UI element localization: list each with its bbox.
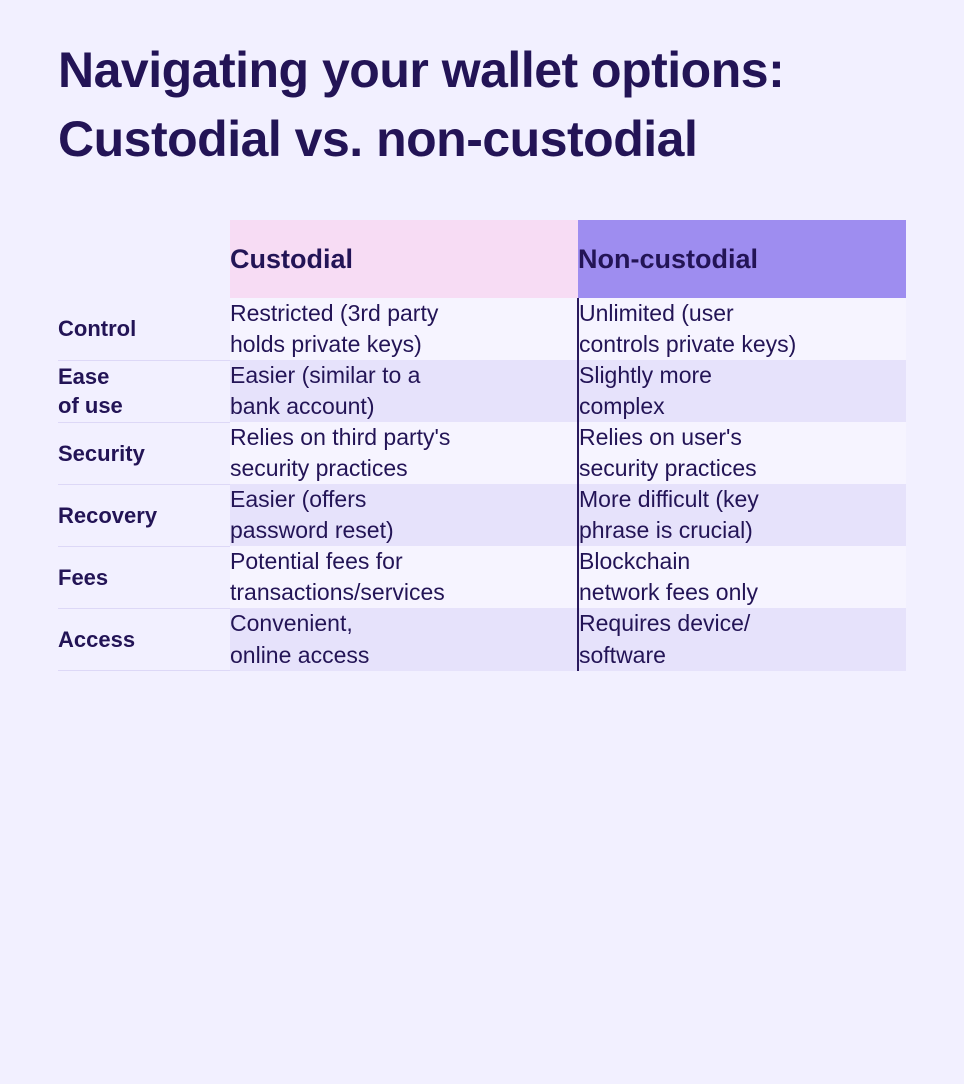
page-title-line-1: Navigating your wallet options:: [58, 42, 785, 98]
row-label-ease-of-use: Ease of use: [58, 360, 230, 422]
page-title-line-2: Custodial vs. non-custodial: [58, 111, 698, 167]
table-header: [58, 220, 906, 298]
cell-custodial-ease-of-use: Easier (similar to a bank account): [230, 360, 578, 422]
column-header-non-custodial: Non-custodial: [578, 220, 906, 298]
cell-custodial-access: Convenient, online access: [230, 608, 578, 670]
cell-non-custodial-fees: Blockchain network fees only: [578, 546, 906, 608]
row-label-access: Access: [58, 608, 230, 670]
cell-non-custodial-security: Relies on user's security practices: [578, 422, 906, 484]
row-label-control: Control: [58, 298, 230, 360]
cell-custodial-security: Relies on third party's security practices: [230, 422, 578, 484]
cell-non-custodial-ease-of-use: Slightly more complex: [578, 360, 906, 422]
cell-non-custodial-recovery: More difficult (key phrase is crucial): [578, 484, 906, 546]
table-row: [58, 360, 906, 422]
cell-custodial-fees: Potential fees for transactions/services: [230, 546, 578, 608]
row-label-fees: Fees: [58, 546, 230, 608]
comparison-table: [58, 220, 906, 671]
table-header-row: [58, 220, 906, 298]
table-body: [58, 298, 906, 671]
table-header-spacer: [58, 220, 230, 298]
table-row: [58, 484, 906, 546]
cell-custodial-control: Restricted (3rd party holds private keys): [230, 298, 578, 360]
cell-non-custodial-control: Unlimited (user controls private keys): [578, 298, 906, 360]
table-row: [58, 546, 906, 608]
table-row: [58, 298, 906, 360]
table-row: [58, 422, 906, 484]
table-row: [58, 608, 906, 670]
row-label-recovery: Recovery: [58, 484, 230, 546]
cell-non-custodial-access: Requires device/ software: [578, 608, 906, 670]
cell-custodial-recovery: Easier (offers password reset): [230, 484, 578, 546]
column-header-custodial: Custodial: [230, 220, 578, 298]
row-label-security: Security: [58, 422, 230, 484]
page-title: [58, 36, 906, 174]
